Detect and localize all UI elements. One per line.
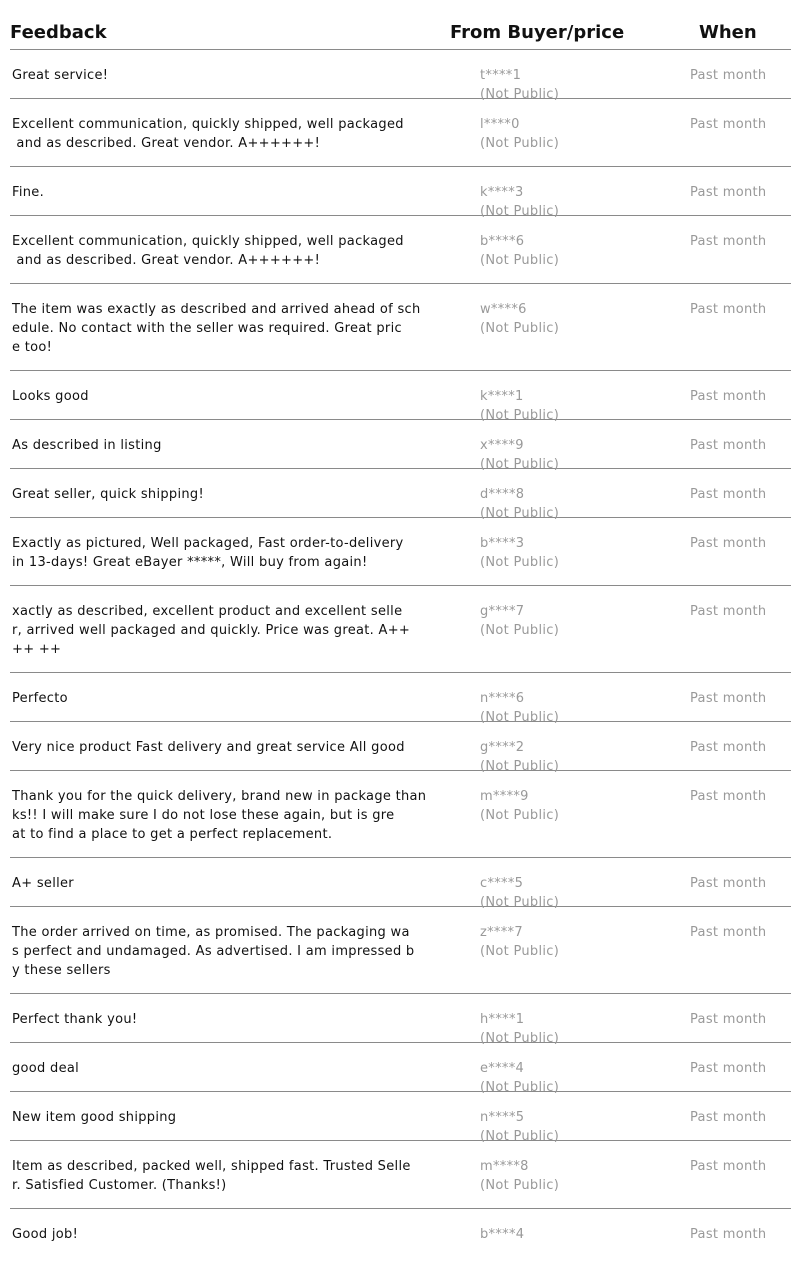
buyer-visibility: (Not Public) [480,808,560,823]
feedback-text: The order arrived on time, as promised. The packaging wa s perfect and undamaged. As advertised. I am impressed b y these sellers [12,925,415,978]
buyer-id: c****5 [480,876,524,891]
buyer-id: k****1 [480,389,524,404]
feedback-text: Looks good [12,389,89,404]
buyer-visibility: (Not Public) [480,408,560,423]
buyer-cell [480,1225,524,1244]
buyer-id: e****4 [480,1061,525,1076]
feedback-text: good deal [12,1061,80,1076]
feedback-when: Past month [690,1012,767,1027]
feedback-when: Past month [690,487,767,502]
feedback-text: Very nice product Fast delivery and great service All good [12,740,405,755]
feedback-row [10,994,791,1046]
feedback-row [10,99,791,167]
buyer-visibility: (Not Public) [480,1080,560,1095]
feedback-when: Past month [690,789,767,804]
header-when: When [699,22,757,43]
buyer-id: h****1 [480,1012,525,1027]
feedback-text: Great service! [12,68,109,83]
feedback-text: The item was exactly as described and arrived ahead of sch edule. No contact with the seller was required. Great pric e too! [12,302,421,355]
feedback-row [10,1209,791,1269]
feedback-text: As described in listing [12,438,162,453]
buyer-id: b****3 [480,536,525,551]
buyer-id: z****7 [480,925,523,940]
feedback-text: Excellent communication, quickly shipped, well packaged and as described. Great vendor. A++++++! [12,117,404,151]
buyer-visibility: (Not Public) [480,944,560,959]
buyer-visibility: (Not Public) [480,759,560,774]
buyer-id: t****1 [480,68,522,83]
feedback-text: Fine. [12,185,45,200]
feedback-row [10,1092,791,1144]
feedback-when: Past month [690,925,767,940]
buyer-id: w****6 [480,302,527,317]
buyer-cell [480,534,559,572]
feedback-when: Past month [690,876,767,891]
buyer-visibility: (Not Public) [480,253,560,268]
buyer-visibility: (Not Public) [480,1031,560,1046]
header-feedback: Feedback [10,22,107,43]
feedback-row [10,518,791,586]
buyer-id: b****6 [480,234,525,249]
buyer-visibility: (Not Public) [480,623,560,638]
feedback-when: Past month [690,536,767,551]
buyer-id: l****0 [480,117,520,132]
feedback-text: Great seller, quick shipping! [12,487,204,502]
feedback-when: Past month [690,1227,767,1242]
feedback-when: Past month [690,438,767,453]
feedback-when: Past month [690,234,767,249]
feedback-when: Past month [690,1061,767,1076]
buyer-cell [480,923,559,961]
feedback-row [10,284,791,371]
feedback-when: Past month [690,185,767,200]
buyer-visibility: (Not Public) [480,204,560,219]
feedback-text: Item as described, packed well, shipped fast. Trusted Selle r. Satisfied Customer. (Thanks!) [12,1159,411,1193]
feedback-when: Past month [690,604,767,619]
feedback-row [10,167,791,219]
feedback-row [10,420,791,472]
feedback-text: Exactly as pictured, Well packaged, Fast order-to-delivery in 13-days! Great eBayer *****, Will buy from again! [12,536,404,570]
buyer-visibility: (Not Public) [480,895,560,910]
buyer-visibility: (Not Public) [480,1129,560,1144]
feedback-text: Perfecto [12,691,68,706]
buyer-visibility: (Not Public) [480,87,560,102]
buyer-id: d****8 [480,487,525,502]
feedback-row [10,216,791,284]
feedback-row [10,858,791,910]
feedback-when: Past month [690,740,767,755]
buyer-visibility: (Not Public) [480,321,560,336]
feedback-when: Past month [690,1159,767,1174]
feedback-when: Past month [690,1110,767,1125]
feedback-when: Past month [690,68,767,83]
buyer-visibility: (Not Public) [480,457,560,472]
buyer-cell [480,300,559,338]
feedback-row [10,1141,791,1209]
buyer-visibility: (Not Public) [480,506,560,521]
feedback-when: Past month [690,117,767,132]
buyer-id: m****9 [480,789,529,804]
feedback-row [10,371,791,423]
buyer-id: g****2 [480,740,525,755]
header-buyer-price: From Buyer/price [450,22,625,43]
feedback-when: Past month [690,302,767,317]
feedback-text: New item good shipping [12,1110,177,1125]
feedback-row [10,722,791,774]
feedback-text: Perfect thank you! [12,1012,138,1027]
feedback-row [10,1043,791,1095]
buyer-cell [480,787,559,825]
feedback-when: Past month [690,691,767,706]
buyer-cell [480,1157,559,1195]
buyer-id: n****5 [480,1110,525,1125]
buyer-id: g****7 [480,604,525,619]
buyer-visibility: (Not Public) [480,710,560,725]
feedback-row [10,907,791,994]
feedback-when: Past month [690,389,767,404]
buyer-cell [480,232,559,270]
buyer-cell [480,115,559,153]
buyer-visibility: (Not Public) [480,136,560,151]
feedback-row [10,586,791,673]
feedback-list [10,50,791,1269]
buyer-id: b****4 [480,1227,525,1242]
buyer-cell [480,602,559,640]
feedback-text: Thank you for the quick delivery, brand new in package than ks!! I will make sure I do not lose these again, but is gre at to find a place to get a perfect replacement. [12,789,427,842]
feedback-row [10,469,791,521]
feedback-text: Good job! [12,1227,79,1242]
buyer-id: m****8 [480,1159,529,1174]
buyer-visibility: (Not Public) [480,1178,560,1193]
buyer-id: x****9 [480,438,524,453]
feedback-table-header [10,0,791,50]
feedback-row [10,50,791,102]
feedback-row [10,673,791,725]
feedback-text: xactly as described, excellent product and excellent selle r, arrived well packaged and quickly. Price was great. A++ ++ ++ [12,604,411,657]
buyer-id: n****6 [480,691,525,706]
feedback-text: A+ seller [12,876,74,891]
buyer-id: k****3 [480,185,524,200]
feedback-text: Excellent communication, quickly shipped, well packaged and as described. Great vendor. A++++++! [12,234,404,268]
buyer-visibility: (Not Public) [480,555,560,570]
feedback-row [10,771,791,858]
